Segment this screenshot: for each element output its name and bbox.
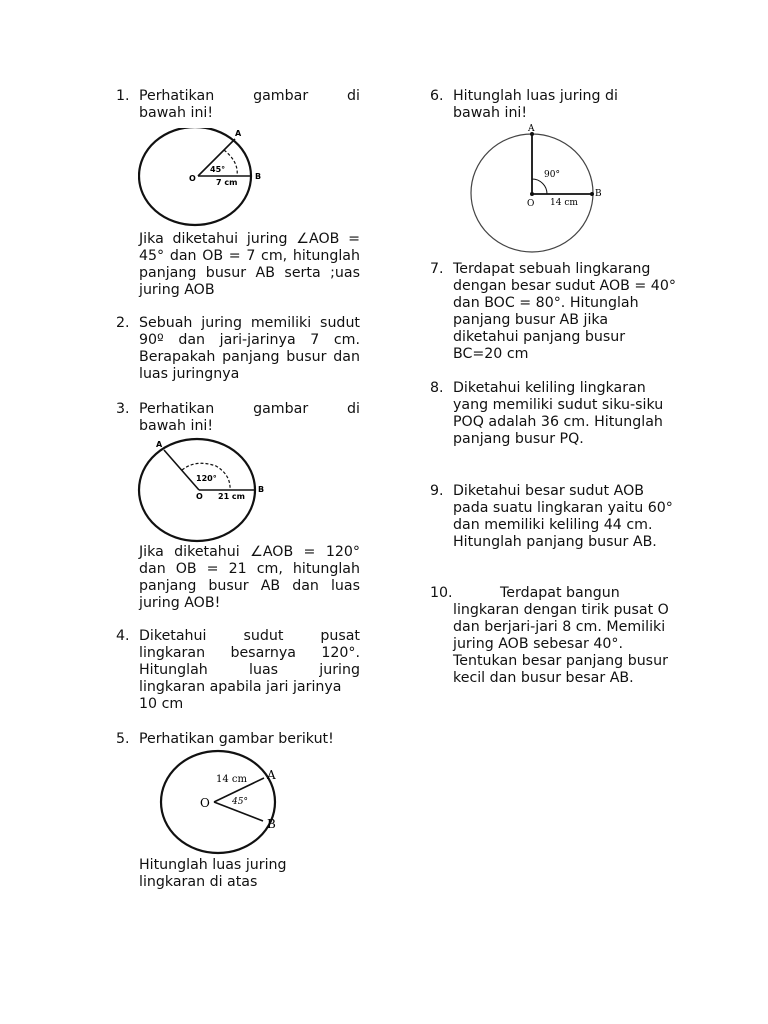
label-O: O xyxy=(200,796,210,810)
label-O: O xyxy=(527,199,535,209)
angle-label: 45° xyxy=(232,797,248,807)
label-O: O xyxy=(196,492,203,501)
radius-label: 21 cm xyxy=(218,492,245,501)
label-O: O xyxy=(189,174,196,183)
question-5-text: Hitunglah luas juring lingkaran di atas xyxy=(139,857,287,890)
question-number: 3. xyxy=(116,401,130,417)
figure-circle-90-14cm xyxy=(468,122,608,254)
label-B: B xyxy=(255,172,262,181)
radius-label: 14 cm xyxy=(550,198,578,208)
angle-label: 45° xyxy=(210,165,226,174)
figure-circle-45-14cm xyxy=(154,749,284,857)
question-1-text: Jika diketahui juring ∠AOB = 45° dan OB = 7 cm, hitunglah panjang busur AB serta ;uas juring AOB xyxy=(139,231,360,298)
question-number: 9. xyxy=(430,483,444,499)
label-A: A xyxy=(267,768,276,782)
question-number: 1. xyxy=(116,88,130,104)
label-B: B xyxy=(258,485,265,494)
question-3-text: Jika diketahui ∠AOB = 120° dan OB = 21 cm, hitunglah panjang busur AB dan luas juring AOB! xyxy=(139,544,360,611)
worksheet-page: 1. Perhatikan gambar di bawah ini! A O B 45° 7 cm Jika diketahui juring ∠AOB = 45° dan OB = 7 cm, hitunglah panjang busur AB serta ;uas juring AOB 2. Sebuah juring memiliki sudut 90º dan jari-jarinya 7 cm. Berapakah panjang busur dan luas juringnya 3. Perhatikan gambar di bawah ini! A O B 120° 21 cm Jika diketahui ∠AOB = 120° dan OB = 21 cm, hitunglah panjang busur AB dan luas juring AOB! 4. Diketahui sudut pusat lingkaran besarnya 120°. Hitunglah luas juring lingkaran apabila jari jarinya 10 cm 5. Perhatikan gambar berikut! A O B 45° 14 cm Hitunglah luas juring lingkaran di atas 6. Hitunglah luas juring di bawah ini! A O B 90° 14 cm 7. Terdapat sebuah lingkarang dengan besar sudut AOB = 40° dan BOC = 80°. Hitunglah panjang busur AB jika diketahui panjang busur BC=20 cm 8. Diketahui keliling lingkaran yang memiliki sudut siku-siku POQ adalah 36 cm. Hitunglah panjang busur PQ. 9. Diketahui besar sudut AOB pada suatu lingkaran yaitu 60° dan memiliki keliling 44 cm. Hitunglah panjang busur AB. 10. Terdapat bangun lingkaran dengan tirik pusat O dan berjari-jari 8 cm. Memiliki juring AOB sebesar 40°. Tentukan besar panjang busur kecil dan busur besar AB. xyxy=(116,88,676,890)
radius-label: 7 cm xyxy=(216,178,238,187)
question-intro-line: Perhatikan gambar di xyxy=(139,401,360,417)
radius-label: 14 cm xyxy=(216,774,247,785)
label-A: A xyxy=(528,124,535,134)
question-number: 4. xyxy=(116,628,130,644)
angle-label: 90° xyxy=(544,170,560,180)
figure-circle-120-21cm xyxy=(136,437,268,545)
question-number: 2. xyxy=(116,315,130,331)
question-number: 7. xyxy=(430,261,444,277)
label-A: A xyxy=(235,129,242,138)
question-number: 6. xyxy=(430,88,444,104)
angle-label: 120° xyxy=(196,474,217,483)
question-intro-line: Perhatikan gambar di xyxy=(139,88,360,104)
figure-circle-45-7cm xyxy=(138,128,268,230)
question-number: 8. xyxy=(430,380,444,396)
label-A: A xyxy=(156,440,163,449)
label-B: B xyxy=(595,189,602,199)
question-number: 5. xyxy=(116,731,130,747)
label-B: B xyxy=(267,817,276,831)
question-number: 10. xyxy=(430,585,453,601)
